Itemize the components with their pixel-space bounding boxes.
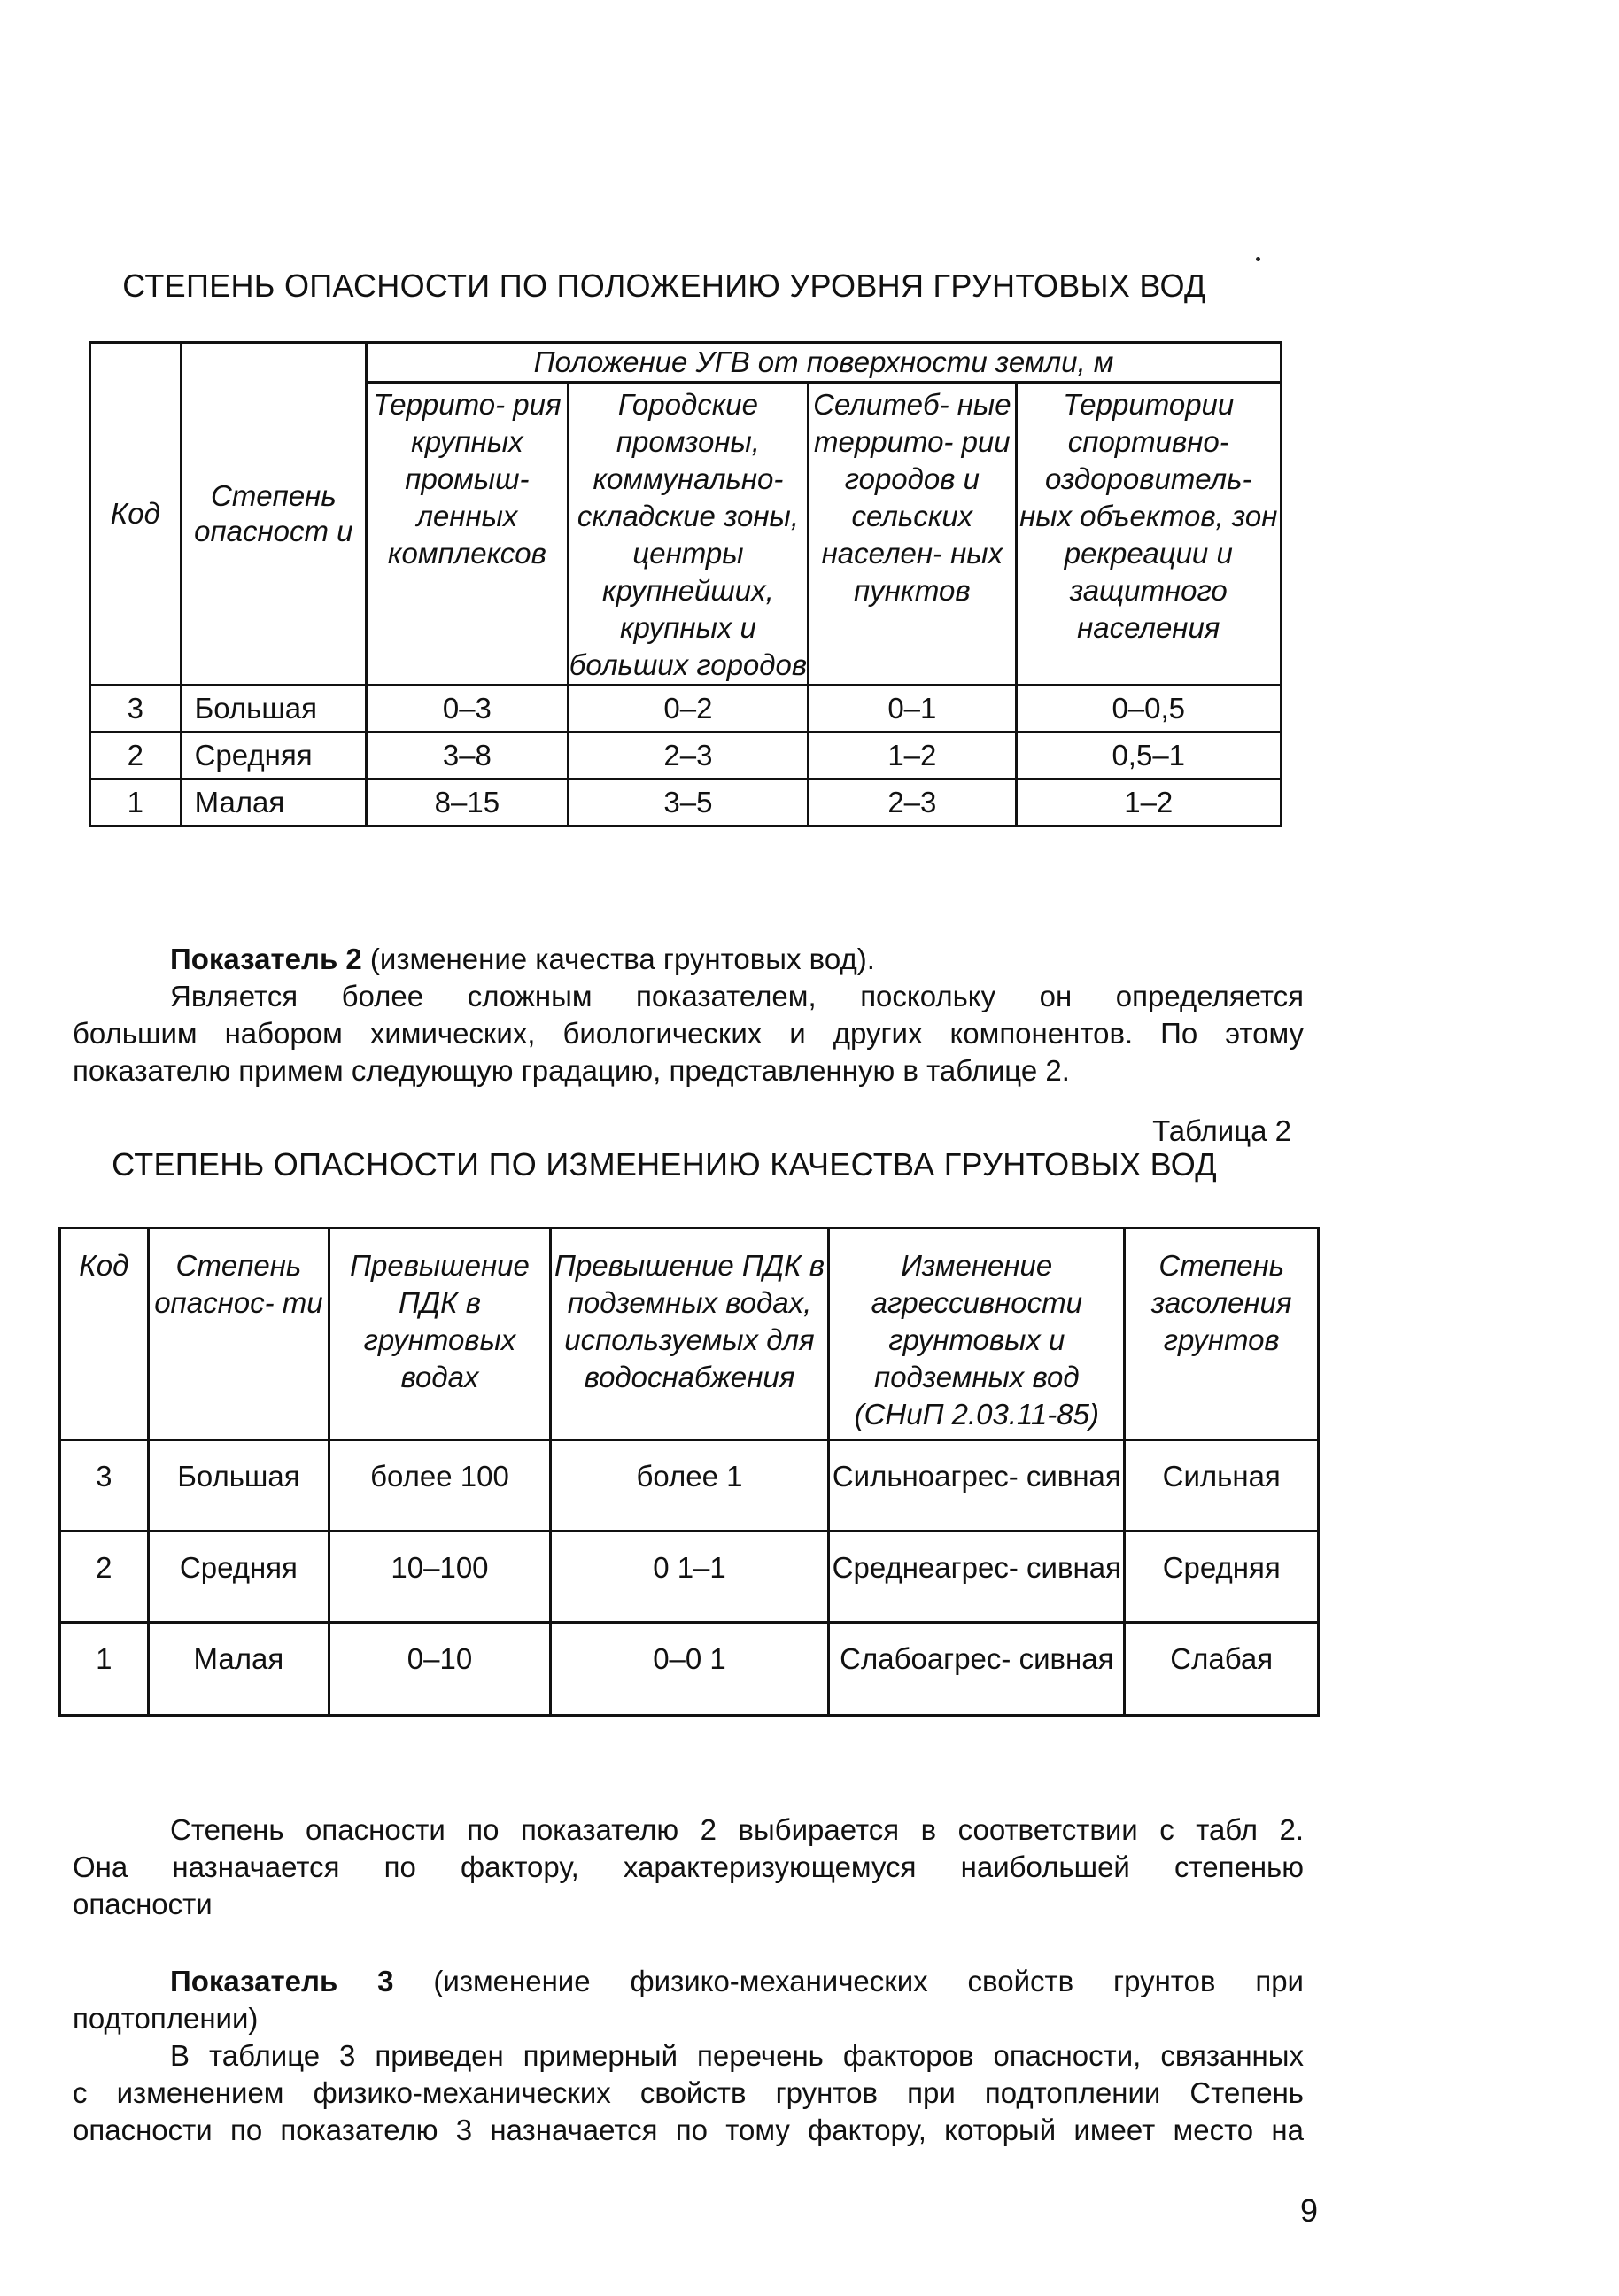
t1-header-col2: Городские промзоны, коммунально- складские зоны, центры крупнейших, крупных и больших городов <box>568 383 809 686</box>
t1-cell: 0–3 <box>367 686 569 733</box>
table1 <box>89 341 1282 827</box>
text-line: опасности <box>73 1888 213 1920</box>
text-span: (изменение физико-механических свойств грунтов при <box>393 1965 1304 1997</box>
text-line: большим набором химических, биологических и других компонентов. По этому <box>73 1017 1304 1050</box>
t2-cell: 0–10 <box>329 1623 551 1716</box>
t2-cell-degree: Большая <box>148 1440 329 1532</box>
table-row <box>60 1623 1319 1716</box>
t1-header-group: Положение УГВ от поверхности земли, м <box>367 343 1282 383</box>
t1-cell: 1–2 <box>1016 780 1281 826</box>
paragraph-selection <box>73 1811 1304 1923</box>
table2-title: СТЕПЕНЬ ОПАСНОСТИ ПО ИЗМЕНЕНИЮ КАЧЕСТВА ГРУНТОВЫХ ВОД <box>112 1146 1217 1183</box>
t2-cell-code: 3 <box>60 1440 149 1532</box>
text-line <box>73 941 1304 978</box>
t2-cell: Средняя <box>1125 1532 1319 1623</box>
indicator-2-bold: Показатель 2 <box>170 942 362 975</box>
paragraph-indicator-3 <box>73 1963 1304 2149</box>
t1-header-code: Код <box>90 343 182 686</box>
t1-cell: 0–2 <box>568 686 809 733</box>
t2-cell: 10–100 <box>329 1532 551 1623</box>
t2-cell-degree: Средняя <box>148 1532 329 1623</box>
t1-cell: 3–8 <box>367 733 569 780</box>
text-line: Степень опасности по показателю 2 выбирается в соответствии с табл 2. <box>170 1813 1304 1846</box>
t1-cell: 0,5–1 <box>1016 733 1281 780</box>
text-line: Она назначается по фактору, характеризующемуся наибольшей степенью <box>73 1850 1304 1883</box>
t2-header-degree: Степень опаснос- ти <box>148 1229 329 1440</box>
t2-cell-degree: Малая <box>148 1623 329 1716</box>
t2-cell: Сильноагрес- сивная <box>829 1440 1125 1532</box>
t2-cell: Среднеагрес- сивная <box>829 1532 1125 1623</box>
text-line: показателю примем следующую градацию, представленную в таблице 2. <box>73 1054 1070 1087</box>
page-number: 9 <box>1299 2192 1318 2229</box>
t1-cell: 0–0,5 <box>1016 686 1281 733</box>
t1-cell-degree: Средняя <box>181 733 367 780</box>
t2-header-col4: Степень засоления грунтов <box>1125 1229 1319 1440</box>
t1-cell-degree: Большая <box>181 686 367 733</box>
t1-header-degree: Степень опасност и <box>181 343 367 686</box>
t1-cell: 1–2 <box>809 733 1016 780</box>
table2 <box>58 1227 1320 1717</box>
text-line: Является более сложным показателем, поскольку он определяется <box>170 980 1304 1012</box>
text-line: с изменением физико-механических свойств грунтов при подтоплении Степень <box>73 2076 1304 2109</box>
t2-cell: более 1 <box>550 1440 828 1532</box>
indicator-3-bold: Показатель 3 <box>170 1965 394 1997</box>
text-line: опасности по показателю 3 назначается по тому фактору, который имеет место на <box>73 2114 1304 2146</box>
t1-cell-code: 2 <box>90 733 182 780</box>
t2-cell: Слабоагрес- сивная <box>829 1623 1125 1716</box>
text-line: В таблице 3 приведен примерный перечень факторов опасности, связанных <box>170 2039 1304 2072</box>
text-span: (изменение качества грунтовых вод). <box>361 942 875 975</box>
t2-header-col1: Превышение ПДК в грунтовых водах <box>329 1229 551 1440</box>
t2-cell: более 100 <box>329 1440 551 1532</box>
t1-header-col4: Территории спортивно- оздоровитель- ных объектов, зон рекреации и защитного населения <box>1016 383 1281 686</box>
t2-header-col3: Изменение агрессивности грунтовых и подземных вод (СНиП 2.03.11-85) <box>829 1229 1125 1440</box>
table1-title: СТЕПЕНЬ ОПАСНОСТИ ПО ПОЛОЖЕНИЮ УРОВНЯ ГРУНТОВЫХ ВОД <box>122 268 1206 304</box>
t1-header-col3: Селитеб- ные террито- рии городов и сельских населен- ных пунктов <box>809 383 1016 686</box>
t1-cell: 2–3 <box>809 780 1016 826</box>
t1-cell: 2–3 <box>568 733 809 780</box>
t1-cell-code: 3 <box>90 686 182 733</box>
t1-cell-code: 1 <box>90 780 182 826</box>
t1-cell-degree: Малая <box>181 780 367 826</box>
table-row <box>90 733 1282 780</box>
t2-cell-code: 2 <box>60 1532 149 1623</box>
paragraph-indicator-2 <box>73 941 1304 1090</box>
t2-cell: Сильная <box>1125 1440 1319 1532</box>
table-row <box>90 780 1282 826</box>
t1-cell: 0–1 <box>809 686 1016 733</box>
t2-cell-code: 1 <box>60 1623 149 1716</box>
t2-header-col2: Превышение ПДК в подземных водах, используемых для водоснабжения <box>550 1229 828 1440</box>
t1-cell: 3–5 <box>568 780 809 826</box>
t1-header-col1: Террито- рия крупных промыш- ленных комплексов <box>367 383 569 686</box>
table2-label: Таблица 2 <box>1152 1114 1291 1147</box>
t2-cell: Слабая <box>1125 1623 1319 1716</box>
text-line: подтоплении) <box>73 2002 259 2035</box>
table-row <box>60 1532 1319 1623</box>
stray-dot <box>1256 257 1260 261</box>
t2-cell: 0–0 1 <box>550 1623 828 1716</box>
table-row <box>90 686 1282 733</box>
t2-header-code: Код <box>60 1229 149 1440</box>
table-row <box>60 1440 1319 1532</box>
t2-cell: 0 1–1 <box>550 1532 828 1623</box>
t1-cell: 8–15 <box>367 780 569 826</box>
text-line <box>73 1963 1304 2000</box>
